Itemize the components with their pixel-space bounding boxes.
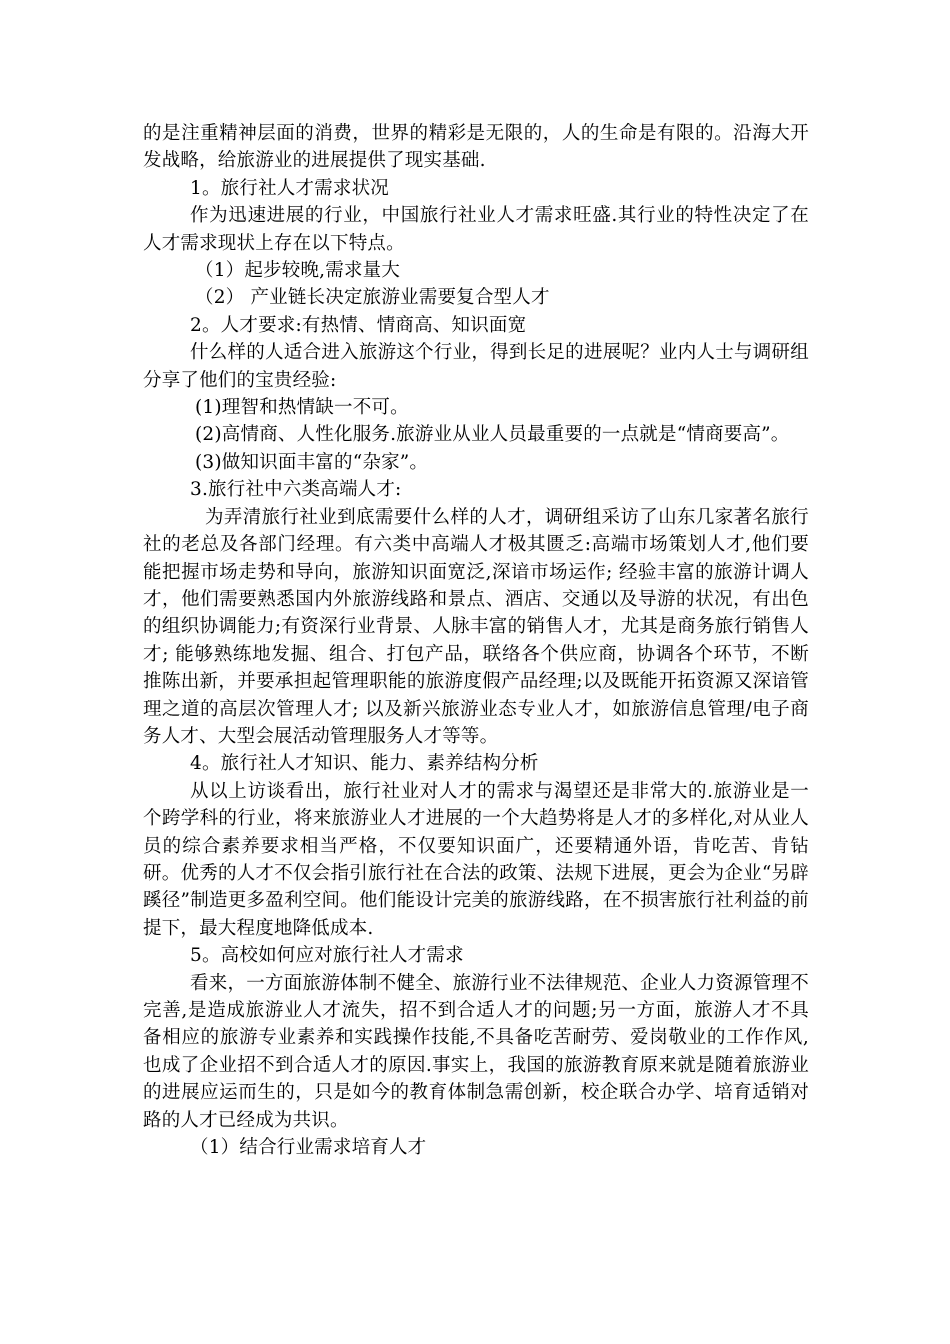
section-heading-3: 3.旅行社中六类高端人才: xyxy=(190,479,402,501)
list-item: (3)做知识面丰富的“杂家”。 xyxy=(195,451,429,473)
paragraph: 作为迅速进展的行业，中国旅行社业人才需求旺盛.其行业的特性决定了在人才需求现状上存在以下特点。 xyxy=(143,205,809,254)
section-heading-5: 5。高校如何应对旅行社人才需求 xyxy=(190,945,464,967)
paragraph-intro-continuation: 的是注重精神层面的消费，世界的精彩是无限的，人的生命是有限的。沿海大开发战略，给旅游业的进展提供了现实基础. xyxy=(143,123,809,172)
list-item: (2)高情商、人性化服务.旅游业从业人员最重要的一点就是“情商要高”。 xyxy=(195,424,790,446)
document-page xyxy=(143,120,809,1161)
list-item: （1）结合行业需求培育人才 xyxy=(190,1137,427,1159)
paragraph: 什么样的人适合进入旅游这个行业，得到长足的进展呢？业内人士与调研组分享了他们的宝贵经验: xyxy=(143,342,809,391)
list-item: (1)理智和热情缺一不可。 xyxy=(195,397,409,419)
list-item: （1）起步较晚,需求量大 xyxy=(195,260,401,282)
section-heading-2: 2。人才要求:有热情、情商高、知识面宽 xyxy=(190,314,527,336)
list-item: （2） 产业链长决定旅游业需要复合型人才 xyxy=(195,287,550,309)
paragraph: 为弄清旅行社业到底需要什么样的人才，调研组采访了山东几家著名旅行社的老总及各部门经理。有六类中高端人才极其匮乏:高端市场策划人才,他们要能把握市场走势和导向，旅游知识面宽泛,深谙市场运作; 经验丰富的旅游计调人才，他们需要熟悉国内外旅游线路和景点、酒店、交通以及导游的状况，有出色的组织协调能力;有资深行业背景、人脉丰富的销售人才，尤其是商务旅行销售人才; 能够熟练地发掘、组合、打包产品，联络各个供应商，协调各个环节，不断推陈出新，并要承担起管理职能的旅游度假产品经理;以及既能开拓资源又深谙管理之道的高层次管理人才; 以及新兴旅游业态专业人才，如旅游信息管理/电子商务人才、大型会展活动管理服务人才等等。 xyxy=(143,506,809,747)
section-heading-4: 4。旅行社人才知识、能力、素养结构分析 xyxy=(190,753,539,775)
section-heading-1: 1。旅行社人才需求状况 xyxy=(190,177,389,199)
paragraph: 从以上访谈看出，旅行社业对人才的需求与渴望还是非常大的.旅游业是一个跨学科的行业，将来旅游业人才进展的一个大趋势将是人才的多样化,对从业人员的综合素养要求相当严格，不仅要知识面广，还要精通外语，肯吃苦、肯钻研。优秀的人才不仅会指引旅行社在合法的政策、法规下进展，更会为企业“另辟蹊径”制造更多盈利空间。他们能设计完美的旅游线路，在不损害旅行社利益的前提下，最大程度地降低成本. xyxy=(143,780,809,939)
paragraph: 看来，一方面旅游体制不健全、旅游行业不法律规范、企业人力资源管理不完善,是造成旅游业人才流失，招不到合适人才的问题;另一方面，旅游人才不具备相应的旅游专业素养和实践操作技能,不具备吃苦耐劳、爱岗敬业的工作作风,也成了企业招不到合适人才的原因.事实上，我国的旅游教育原来就是随着旅游业的进展应运而生的，只是如今的教育体制急需创新，校企联合办学、培育适销对路的人才已经成为共识。 xyxy=(143,972,809,1131)
